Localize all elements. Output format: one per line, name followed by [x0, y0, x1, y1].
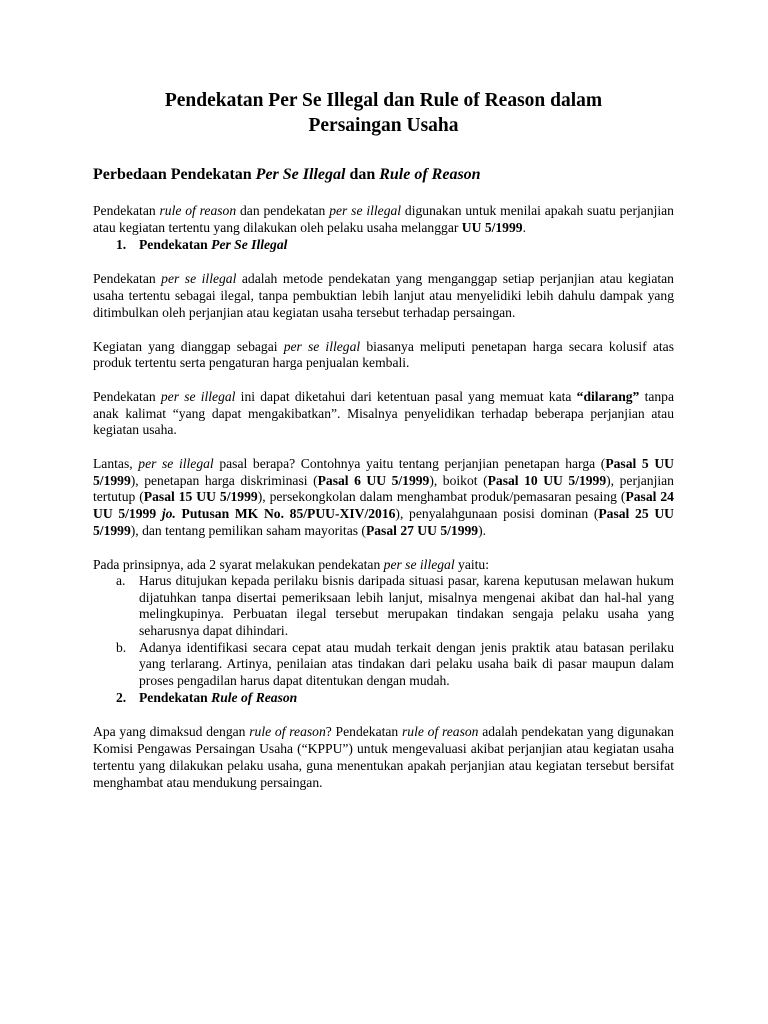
title-line-2: Persaingan Usaha — [308, 115, 459, 136]
list-item: a. Harus ditujukan kepada perilaku bisnis daripada situasi pasar, karena keputusan melawan hukum dijatuhkan tanpa disertai pemeriksaan lebih lanjut, misalnya mengenai akibat dan hal-hal yang melingkupinya. Perbuatan ilegal tersebut merupakan tindakan sengaja pelaku usaha yang seharusnya dapat dihindari. — [116, 573, 674, 639]
paragraph-6: Apa yang dimaksud dengan rule of reason? Pendekatan rule of reason adalah pendekatan yang digunakan Komisi Pengawas Persaingan Usaha (“KPPU”) untuk mengevaluasi akibat perjanjian atau kegiatan usaha tertentu yang dilakukan pelaku usaha, guna menentukan apakah perjanjian atau kegiatan tersebut bersifat menghambat atau mendukung persaingan. — [93, 724, 674, 790]
paragraph-1: Pendekatan per se illegal adalah metode pendekatan yang menganggap setiap perjanjian atau kegiatan usaha tertentu sebagai ilegal, tanpa pembuktian lebih lanjut atau menyelidiki lebih dahulu dampak yang ditimbulkan oleh perjanjian atau kegiatan usaha tersebut terhadap persaingan. — [93, 271, 674, 320]
paragraph-4: Lantas, per se illegal pasal berapa? Contohnya yaitu tentang perjanjian penetapan harga (Pasal 5 UU 5/1999), penetapan harga diskriminasi (Pasal 6 UU 5/1999), boikot (Pasal 10 UU 5/1999), perjanjian tertutup (Pasal 15 UU 5/1999), persekongkolan dalam menghambat produk/pemasaran pesaing (Pasal 24 UU 5/1999 jo. Putusan MK No. 85/PUU-XIV/2016), penyalahgunaan posisi dominan (Pasal 25 UU 5/1999), dan tentang pemilikan saham mayoritas (Pasal 27 UU 5/1999). — [93, 456, 674, 538]
section-1-heading: 1. Pendekatan Per Se Illegal — [116, 237, 288, 253]
requirements-list — [93, 573, 674, 689]
section-2-heading: 2. Pendekatan Rule of Reason — [116, 690, 298, 706]
intro-paragraph: Pendekatan rule of reason dan pendekatan per se illegal digunakan untuk menilai apakah suatu perjanjian atau kegiatan tertentu yang dilakukan oleh pelaku usaha melanggar UU 5/1999. — [93, 203, 674, 235]
document-title — [93, 88, 674, 138]
document-page — [93, 88, 674, 791]
paragraph-5: Pada prinsipnya, ada 2 syarat melakukan pendekatan per se illegal yaitu: — [93, 556, 489, 572]
list-item: b. Adanya identifikasi secara cepat atau mudah terkait dengan jenis praktik atau batasan perilaku yang terlarang. Artinya, penilaian atas tindakan dari pelaku usaha baik di pasar maupun dalam proses pengadilan harus dapat ditentukan dengan mudah. — [116, 639, 674, 688]
paragraph-2: Kegiatan yang dianggap sebagai per se illegal biasanya meliputi penetapan harga secara kolusif atas produk tertentu serta pengaturan harga penjualan kembali. — [93, 338, 674, 371]
title-line-1: Pendekatan Per Se Illegal dan Rule of Reason dalam — [164, 90, 603, 111]
section-subheading: Perbedaan Pendekatan Per Se Illegal dan Rule of Reason — [93, 166, 481, 183]
paragraph-3: Pendekatan per se illegal ini dapat diketahui dari ketentuan pasal yang memuat kata “dilarang” tanpa anak kalimat “yang dapat mengakibatkan”. Misalnya penyelidikan terhadap beberapa perjanjian atau kegiatan usaha. — [93, 388, 675, 438]
